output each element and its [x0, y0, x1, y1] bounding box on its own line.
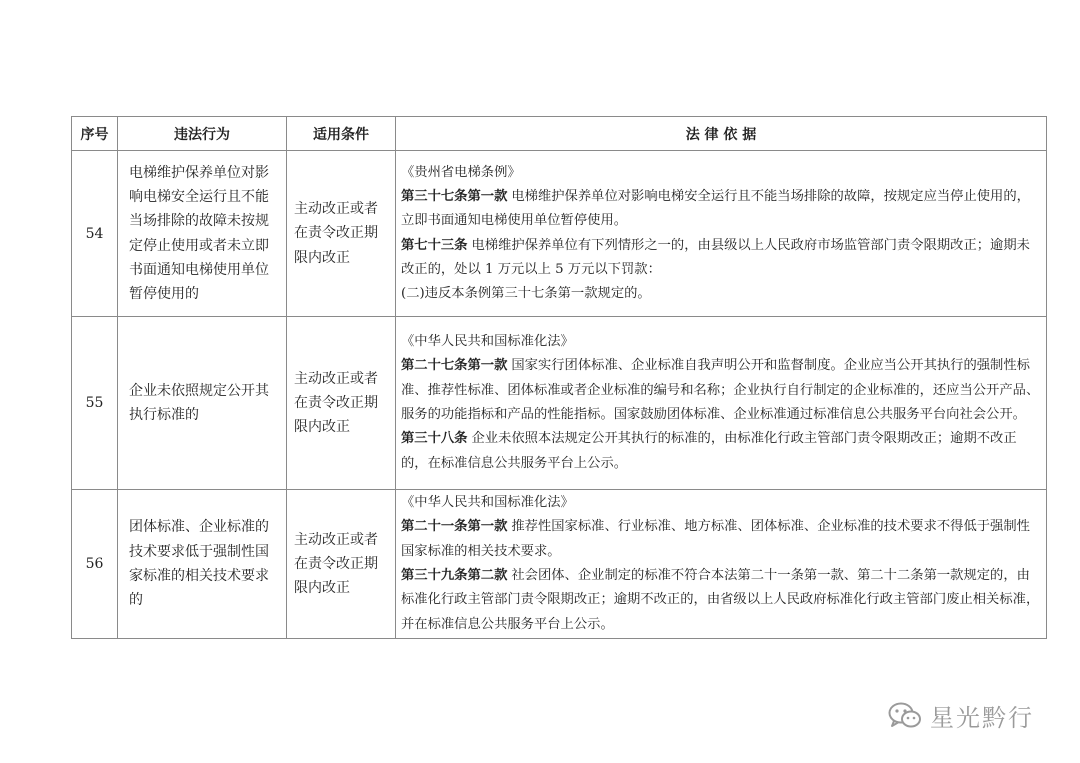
condition-text: 主动改正或者在责令改正期限内改正	[287, 151, 396, 317]
legal-basis-cell	[396, 151, 1047, 317]
table-row	[72, 317, 1047, 490]
header-condition: 适用条件	[287, 117, 396, 151]
article-number: 第三十八条	[401, 431, 468, 447]
law-clause	[401, 282, 1041, 306]
violation-text: 企业未依照规定公开其执行标准的	[118, 317, 287, 490]
law-title: 《中华人民共和国标准化法》	[401, 495, 574, 511]
law-clause	[401, 515, 1041, 564]
clause-text: 电梯维护保养单位有下列情形之一的，由县级以上人民政府市场监管部门责令限期改正；逾期未改正的，处以 1 万元以上 5 万元以下罚款：	[401, 237, 1030, 277]
watermark-text: 星光黔行	[930, 704, 1034, 732]
clause-text: 企业未依照本法规定公开其执行的标准的，由标准化行政主管部门责令限期改正；逾期不改正的，在标准信息公共服务平台上公示。	[401, 431, 1017, 471]
article-number: 第三十七条第一款	[401, 188, 508, 204]
law-table	[71, 116, 1047, 639]
article-number: 第二十一条第一款	[401, 519, 508, 535]
condition-text: 主动改正或者在责令改正期限内改正	[287, 317, 396, 490]
violation-text: 团体标准、企业标准的技术要求低于强制性国家标准的相关技术要求的	[118, 490, 287, 639]
wechat-icon	[888, 702, 922, 730]
law-clause	[401, 354, 1041, 427]
table-row	[72, 490, 1047, 639]
violation-text: 电梯维护保养单位对影响电梯安全运行且不能当场排除的故障未按规定停止使用或者未立即书面通知电梯使用单位暂停使用的	[118, 151, 287, 317]
clause-text: (二)违反本条例第三十七条第一款规定的。	[401, 286, 651, 302]
header-seq: 序号	[72, 117, 118, 151]
row-number: 55	[72, 317, 118, 490]
clause-text: 推荐性国家标准、行业标准、地方标准、团体标准、企业标准的技术要求不得低于强制性国家标准的相关技术要求。	[401, 519, 1030, 559]
legal-basis-cell	[396, 317, 1047, 490]
header-legal-basis: 法 律 依 据	[396, 117, 1047, 151]
law-clause	[401, 427, 1041, 476]
clause-text: 国家实行团体标准、企业标准自我声明公开和监督制度。企业应当公开其执行的强制性标准、推荐性标准、团体标准或者企业标准的编号和名称；企业执行自行制定的企业标准的，还应当公开产品、服务的功能指标和产品的性能指标。国家鼓励团体标准、企业标准通过标准信息公共服务平台向社会公开。	[401, 358, 1040, 422]
law-title: 《贵州省电梯条例》	[401, 164, 521, 180]
article-number: 第二十七条第一款	[401, 358, 508, 374]
article-number: 第三十九条第二款	[401, 568, 508, 583]
condition-text: 主动改正或者在责令改正期限内改正	[287, 490, 396, 639]
row-number: 56	[72, 490, 118, 639]
watermark	[888, 698, 1034, 733]
law-title: 《中华人民共和国标准化法》	[401, 334, 574, 350]
header-violation: 违法行为	[118, 117, 287, 151]
article-number: 第七十三条	[401, 237, 468, 253]
law-clause	[401, 234, 1041, 283]
table-row	[72, 151, 1047, 317]
law-clause	[401, 185, 1041, 234]
clause-text: 电梯维护保养单位对影响电梯安全运行且不能当场排除的故障，按规定应当停止使用的，立即书面通知电梯使用单位暂停使用。	[401, 188, 1030, 229]
legal-basis-cell	[396, 490, 1047, 639]
row-number: 54	[72, 151, 118, 317]
table-header-row	[72, 117, 1047, 151]
clause-text: 社会团体、企业制定的标准不符合本法第二十一条第一款、第二十二条第一款规定的，由标准化行政主管部门责令限期改正；逾期不改正的，由省级以上人民政府标准化行政主管部门废止相关标准，并在标准信息公共服务平台上公示。	[401, 568, 1040, 632]
law-clause	[401, 564, 1041, 637]
